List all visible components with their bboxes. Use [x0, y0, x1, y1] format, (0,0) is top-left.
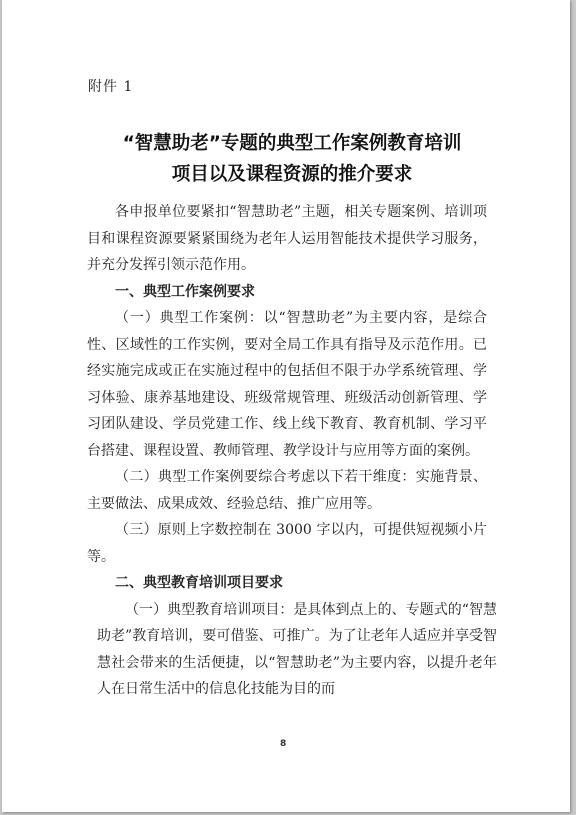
paragraph-2-1: （一）典型教育培训项目：是具体到点上的、专题式的“智慧助老”教育培训，要可借鉴、可推广。为了让老年人适应并享受智慧社会带来的生活便捷，以“智慧助老”为主要内容，以提升老年人在日常生活中的信息化技能为目的而	[97, 601, 497, 697]
paragraph-1-2: （二）典型工作案例要综合考虑以下若干维度：实施背景、主要做法、成果成效、经验总结、推广应用等。	[87, 469, 487, 512]
title-line-2: 项目以及课程资源的推介要求	[171, 164, 413, 185]
paragraph-1-1: （一）典型工作案例：以“智慧助老”为主要内容，是综合性、区域性的工作实例，要对全局工作具有指导及示范作用。已经实施完成或正在实施过程中的包括但不限于办学系统管理、学习体验、康养基地建设、班级常规管理、班级活动创新管理、学习团队建设、学员党建工作、线上线下教育、教育机制、学习平台搭建、课程设置、教师管理、教学设计与应用等方面的案例。	[87, 310, 487, 459]
title-line-1: “智慧助老”专题的典型工作案例教育培训	[122, 133, 462, 154]
paragraph-1-3: （三）原则上字数控制在 3000 字以内，可提供短视频小片等。	[87, 522, 487, 565]
section-heading-1: 一、典型工作案例要求	[115, 283, 255, 300]
page-number: 8	[280, 739, 287, 749]
intro-paragraph: 各申报单位要紧扣“智慧助老”主题，相关专题案例、培训项目和课程资源要紧紧围绕为老年人运用智能技术提供学习服务，并充分发挥引领示范作用。	[87, 204, 487, 273]
document-page	[2, 0, 570, 812]
document-body	[87, 199, 497, 703]
document-title	[72, 128, 512, 190]
section-heading-2: 二、典型教育培训项目要求	[115, 575, 283, 591]
attachment-label: 附件 1	[88, 79, 134, 95]
